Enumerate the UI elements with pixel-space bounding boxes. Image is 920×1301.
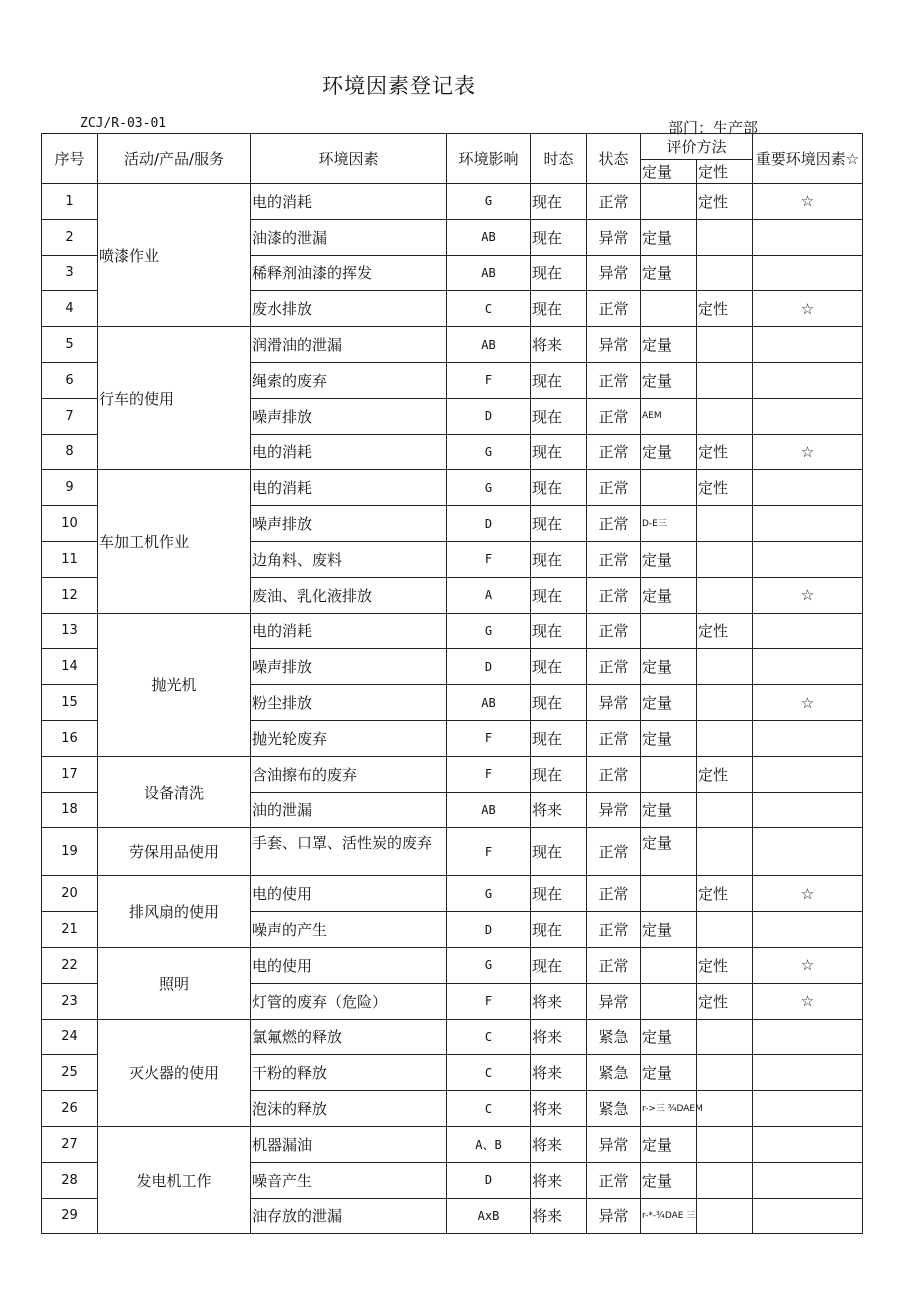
qual-cell <box>697 577 753 613</box>
factor-cell: 噪声排放 <box>251 649 447 685</box>
tense-cell: 现在 <box>531 541 587 577</box>
environmental-factor-table <box>41 133 863 1234</box>
quant-cell: 定量 <box>641 219 697 255</box>
qual-cell <box>697 362 753 398</box>
qual-cell <box>697 1091 753 1127</box>
tense-cell: 现在 <box>531 756 587 792</box>
row-number: 8 <box>42 434 98 470</box>
factor-cell: 手套、口罩、活性炭的废弃 <box>251 828 447 876</box>
important-star-cell <box>753 1198 863 1234</box>
factor-cell: 泡沫的释放 <box>251 1091 447 1127</box>
quant-cell <box>641 947 697 983</box>
qual-cell: 定性 <box>697 291 753 327</box>
factor-cell: 电的使用 <box>251 947 447 983</box>
table-row <box>42 1019 863 1055</box>
row-number: 7 <box>42 398 98 434</box>
row-number: 17 <box>42 756 98 792</box>
row-number: 24 <box>42 1019 98 1055</box>
impact-cell: G <box>447 947 531 983</box>
state-cell: 正常 <box>587 876 641 912</box>
important-star-cell <box>753 756 863 792</box>
tense-cell: 现在 <box>531 876 587 912</box>
tense-cell: 现在 <box>531 506 587 542</box>
important-star-cell: ☆ <box>753 184 863 220</box>
row-number: 6 <box>42 362 98 398</box>
tense-cell: 将来 <box>531 1019 587 1055</box>
quant-cell: 定量 <box>641 1162 697 1198</box>
row-number: 9 <box>42 470 98 506</box>
qual-cell: 定性 <box>697 470 753 506</box>
important-star-cell: ☆ <box>753 685 863 721</box>
state-cell: 异常 <box>587 1198 641 1234</box>
row-number: 11 <box>42 541 98 577</box>
state-cell: 正常 <box>587 362 641 398</box>
factor-cell: 电的消耗 <box>251 470 447 506</box>
state-cell: 异常 <box>587 685 641 721</box>
row-number: 23 <box>42 983 98 1019</box>
row-number: 18 <box>42 792 98 828</box>
state-cell: 正常 <box>587 541 641 577</box>
qual-cell: 定性 <box>697 184 753 220</box>
important-star-cell <box>753 219 863 255</box>
qual-cell <box>697 398 753 434</box>
row-number: 16 <box>42 720 98 756</box>
factor-cell: 灯管的废弃（危险） <box>251 983 447 1019</box>
activity-cell: 劳保用品使用 <box>98 828 251 876</box>
state-cell: 紧急 <box>587 1055 641 1091</box>
header-important: 重要环境因素☆ <box>753 134 863 184</box>
state-cell: 异常 <box>587 219 641 255</box>
impact-cell: AB <box>447 685 531 721</box>
impact-cell: F <box>447 983 531 1019</box>
important-star-cell <box>753 327 863 363</box>
impact-cell: G <box>447 613 531 649</box>
qual-cell <box>697 1198 753 1234</box>
table-row <box>42 756 863 792</box>
quant-cell: 定量 <box>641 649 697 685</box>
quant-cell <box>641 983 697 1019</box>
table-body <box>42 184 863 1234</box>
row-number: 3 <box>42 255 98 291</box>
impact-cell: A <box>447 577 531 613</box>
state-cell: 正常 <box>587 756 641 792</box>
impact-cell: D <box>447 912 531 948</box>
qual-cell: 定性 <box>697 947 753 983</box>
state-cell: 紧急 <box>587 1091 641 1127</box>
important-star-cell <box>753 1162 863 1198</box>
factor-cell: 机器漏油 <box>251 1126 447 1162</box>
factor-cell: 废水排放 <box>251 291 447 327</box>
factor-cell: 氯氟燃的释放 <box>251 1019 447 1055</box>
state-cell: 异常 <box>587 327 641 363</box>
state-cell: 正常 <box>587 1162 641 1198</box>
document-code: ZCJ/R-03-01 <box>80 116 167 131</box>
quant-cell <box>641 470 697 506</box>
factor-cell: 干粉的释放 <box>251 1055 447 1091</box>
qual-cell <box>697 219 753 255</box>
header-seq: 序号 <box>42 134 98 184</box>
factor-cell: 噪声排放 <box>251 506 447 542</box>
tense-cell: 现在 <box>531 255 587 291</box>
state-cell: 正常 <box>587 828 641 876</box>
state-cell: 正常 <box>587 184 641 220</box>
qual-cell <box>697 720 753 756</box>
factor-cell: 边角料、废料 <box>251 541 447 577</box>
table-row <box>42 184 863 220</box>
state-cell: 正常 <box>587 649 641 685</box>
important-star-cell: ☆ <box>753 983 863 1019</box>
header-state: 状态 <box>587 134 641 184</box>
row-number: 26 <box>42 1091 98 1127</box>
row-number: 13 <box>42 613 98 649</box>
activity-cell: 设备清洗 <box>98 756 251 828</box>
impact-cell: F <box>447 541 531 577</box>
page-title: 环境因素登记表 <box>322 74 476 98</box>
tense-cell: 将来 <box>531 1055 587 1091</box>
row-number: 4 <box>42 291 98 327</box>
qual-cell: 定性 <box>697 876 753 912</box>
quant-cell: 定量 <box>641 1126 697 1162</box>
activity-cell: 抛光机 <box>98 613 251 756</box>
table-row <box>42 470 863 506</box>
tense-cell: 现在 <box>531 649 587 685</box>
impact-cell: C <box>447 1055 531 1091</box>
impact-cell: G <box>447 184 531 220</box>
quant-cell <box>641 876 697 912</box>
qual-cell <box>697 649 753 685</box>
row-number: 15 <box>42 685 98 721</box>
row-number: 22 <box>42 947 98 983</box>
factor-cell: 抛光轮废弃 <box>251 720 447 756</box>
activity-cell: 照明 <box>98 947 251 1019</box>
tense-cell: 现在 <box>531 219 587 255</box>
header-row <box>42 134 863 160</box>
tense-cell: 将来 <box>531 327 587 363</box>
factor-cell: 粉尘排放 <box>251 685 447 721</box>
important-star-cell <box>753 828 863 876</box>
qual-cell <box>697 685 753 721</box>
state-cell: 正常 <box>587 912 641 948</box>
quant-cell: 定量 <box>641 577 697 613</box>
important-star-cell <box>753 541 863 577</box>
important-star-cell <box>753 362 863 398</box>
important-star-cell <box>753 649 863 685</box>
row-number: 5 <box>42 327 98 363</box>
row-number: 12 <box>42 577 98 613</box>
important-star-cell <box>753 720 863 756</box>
tense-cell: 现在 <box>531 685 587 721</box>
state-cell: 异常 <box>587 983 641 1019</box>
qual-cell <box>697 327 753 363</box>
impact-cell: F <box>447 720 531 756</box>
factor-cell: 含油擦布的废弃 <box>251 756 447 792</box>
factor-cell: 噪声排放 <box>251 398 447 434</box>
quant-cell: 定量 <box>641 541 697 577</box>
tense-cell: 现在 <box>531 947 587 983</box>
activity-cell: 排风扇的使用 <box>98 876 251 948</box>
impact-cell: G <box>447 876 531 912</box>
row-number: 14 <box>42 649 98 685</box>
factor-cell: 电的消耗 <box>251 184 447 220</box>
tense-cell: 现在 <box>531 398 587 434</box>
impact-cell: G <box>447 470 531 506</box>
state-cell: 正常 <box>587 506 641 542</box>
important-star-cell <box>753 1091 863 1127</box>
important-star-cell <box>753 1055 863 1091</box>
important-star-cell <box>753 613 863 649</box>
quant-cell: r->三 ¾DAEM <box>641 1091 697 1127</box>
tense-cell: 将来 <box>531 983 587 1019</box>
quant-cell <box>641 756 697 792</box>
state-cell: 正常 <box>587 613 641 649</box>
impact-cell: C <box>447 1019 531 1055</box>
table-row <box>42 947 863 983</box>
impact-cell: A、B <box>447 1126 531 1162</box>
important-star-cell: ☆ <box>753 947 863 983</box>
tense-cell: 现在 <box>531 577 587 613</box>
quant-cell: 定量 <box>641 720 697 756</box>
qual-cell <box>697 792 753 828</box>
quant-cell: 定量 <box>641 792 697 828</box>
factor-cell: 润滑油的泄漏 <box>251 327 447 363</box>
important-star-cell: ☆ <box>753 434 863 470</box>
table-row <box>42 1126 863 1162</box>
impact-cell: AB <box>447 255 531 291</box>
tense-cell: 将来 <box>531 1162 587 1198</box>
factor-cell: 电的消耗 <box>251 613 447 649</box>
tense-cell: 将来 <box>531 1198 587 1234</box>
state-cell: 正常 <box>587 577 641 613</box>
row-number: 20 <box>42 876 98 912</box>
quant-cell: 定量 <box>641 327 697 363</box>
important-star-cell: ☆ <box>753 876 863 912</box>
tense-cell: 现在 <box>531 184 587 220</box>
row-number: 27 <box>42 1126 98 1162</box>
state-cell: 正常 <box>587 434 641 470</box>
qual-cell: 定性 <box>697 613 753 649</box>
factor-cell: 稀释剂油漆的挥发 <box>251 255 447 291</box>
qual-cell <box>697 1019 753 1055</box>
impact-cell: F <box>447 828 531 876</box>
impact-cell: D <box>447 649 531 685</box>
tense-cell: 将来 <box>531 1126 587 1162</box>
tense-cell: 现在 <box>531 291 587 327</box>
tense-cell: 现在 <box>531 613 587 649</box>
quant-cell: 定量 <box>641 1055 697 1091</box>
impact-cell: AxB <box>447 1198 531 1234</box>
header-qual: 定性 <box>697 160 753 184</box>
state-cell: 正常 <box>587 291 641 327</box>
factor-cell: 油存放的泄漏 <box>251 1198 447 1234</box>
quant-cell: 定量 <box>641 434 697 470</box>
header-tense: 时态 <box>531 134 587 184</box>
header-factor: 环境因素 <box>251 134 447 184</box>
important-star-cell <box>753 255 863 291</box>
impact-cell: C <box>447 291 531 327</box>
quant-cell: D-E三 <box>641 506 697 542</box>
quant-cell: 定量 <box>641 255 697 291</box>
state-cell: 紧急 <box>587 1019 641 1055</box>
impact-cell: F <box>447 362 531 398</box>
impact-cell: D <box>447 506 531 542</box>
important-star-cell: ☆ <box>753 291 863 327</box>
factor-cell: 噪声的产生 <box>251 912 447 948</box>
important-star-cell: ☆ <box>753 577 863 613</box>
table-row <box>42 613 863 649</box>
quant-cell: 定量 <box>641 828 697 876</box>
state-cell: 异常 <box>587 1126 641 1162</box>
tense-cell: 现在 <box>531 720 587 756</box>
tense-cell: 现在 <box>531 828 587 876</box>
quant-cell: 定量 <box>641 685 697 721</box>
quant-cell: 定量 <box>641 1019 697 1055</box>
tense-cell: 将来 <box>531 792 587 828</box>
qual-cell: 定性 <box>697 434 753 470</box>
qual-cell <box>697 541 753 577</box>
row-number: 28 <box>42 1162 98 1198</box>
row-number: 19 <box>42 828 98 876</box>
row-number: 10 <box>42 506 98 542</box>
qual-cell <box>697 1055 753 1091</box>
activity-cell: 灭火器的使用 <box>98 1019 251 1126</box>
qual-cell <box>697 506 753 542</box>
state-cell: 正常 <box>587 470 641 506</box>
qual-cell <box>697 1162 753 1198</box>
impact-cell: AB <box>447 327 531 363</box>
important-star-cell <box>753 506 863 542</box>
factor-cell: 电的消耗 <box>251 434 447 470</box>
activity-cell: 行车的使用 <box>98 327 251 470</box>
qual-cell: 定性 <box>697 756 753 792</box>
quant-cell: AEM <box>641 398 697 434</box>
table-row <box>42 828 863 876</box>
quant-cell: 定量 <box>641 362 697 398</box>
qual-cell <box>697 828 753 876</box>
table-row <box>42 327 863 363</box>
factor-cell: 电的使用 <box>251 876 447 912</box>
factor-cell: 油的泄漏 <box>251 792 447 828</box>
header-impact: 环境影响 <box>447 134 531 184</box>
department-label: 部门：生产部 <box>668 119 759 137</box>
impact-cell: D <box>447 398 531 434</box>
header-quant: 定量 <box>641 160 697 184</box>
impact-cell: AB <box>447 219 531 255</box>
activity-cell: 车加工机作业 <box>98 470 251 613</box>
quant-cell: r-*-¾DAE 三 <box>641 1198 697 1234</box>
qual-cell <box>697 1126 753 1162</box>
quant-cell: 定量 <box>641 912 697 948</box>
factor-cell: 废油、乳化液排放 <box>251 577 447 613</box>
row-number: 2 <box>42 219 98 255</box>
important-star-cell <box>753 912 863 948</box>
qual-cell <box>697 255 753 291</box>
impact-cell: G <box>447 434 531 470</box>
quant-cell <box>641 613 697 649</box>
qual-cell: 定性 <box>697 983 753 1019</box>
state-cell: 异常 <box>587 255 641 291</box>
tense-cell: 现在 <box>531 362 587 398</box>
tense-cell: 现在 <box>531 912 587 948</box>
state-cell: 正常 <box>587 947 641 983</box>
tense-cell: 现在 <box>531 434 587 470</box>
activity-cell: 发电机工作 <box>98 1126 251 1233</box>
factor-cell: 油漆的泄漏 <box>251 219 447 255</box>
tense-cell: 将来 <box>531 1091 587 1127</box>
important-star-cell <box>753 470 863 506</box>
state-cell: 异常 <box>587 792 641 828</box>
important-star-cell <box>753 1126 863 1162</box>
impact-cell: AB <box>447 792 531 828</box>
header-eval: 评价方法 <box>641 134 753 160</box>
activity-cell: 喷漆作业 <box>98 184 251 327</box>
factor-cell: 噪音产生 <box>251 1162 447 1198</box>
row-number: 1 <box>42 184 98 220</box>
state-cell: 正常 <box>587 398 641 434</box>
row-number: 29 <box>42 1198 98 1234</box>
state-cell: 正常 <box>587 720 641 756</box>
quant-cell <box>641 184 697 220</box>
important-star-cell <box>753 792 863 828</box>
important-star-cell <box>753 398 863 434</box>
row-number: 21 <box>42 912 98 948</box>
row-number: 25 <box>42 1055 98 1091</box>
impact-cell: F <box>447 756 531 792</box>
tense-cell: 现在 <box>531 470 587 506</box>
quant-cell <box>641 291 697 327</box>
impact-cell: D <box>447 1162 531 1198</box>
impact-cell: C <box>447 1091 531 1127</box>
important-star-cell <box>753 1019 863 1055</box>
factor-cell: 绳索的废弃 <box>251 362 447 398</box>
qual-cell <box>697 912 753 948</box>
header-activity: 活动/产品/服务 <box>98 134 251 184</box>
table-row <box>42 876 863 912</box>
